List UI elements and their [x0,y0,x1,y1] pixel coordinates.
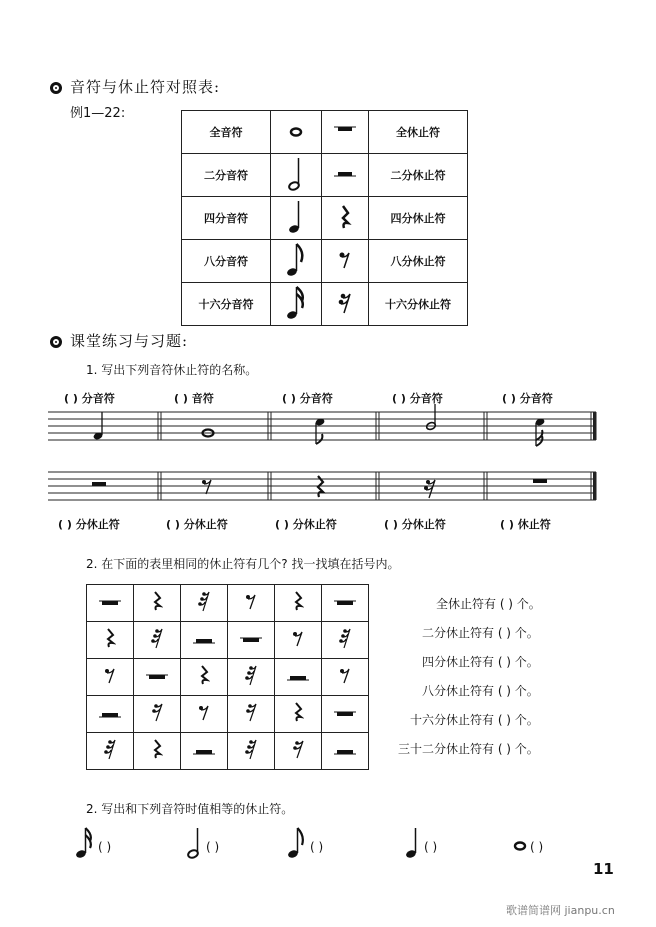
table-row [87,659,369,696]
half-note-icon [271,154,322,197]
quarter-note-icon [404,826,420,860]
answer-line: 八分休止符有 ( ) 个。 [422,684,539,698]
bullet-icon [50,82,62,94]
whole-rest-icon [322,696,369,733]
rest-name: 二分休止符 [369,154,468,197]
table-row [182,283,468,326]
section-title-comparison: 音符与休止符对照表: [70,78,221,96]
rest-grid-table [86,584,369,770]
thirty-second-rest-icon [134,622,181,659]
thirty-second-rest-icon [87,733,134,770]
quarter-rest-icon [181,659,228,696]
answer-label: ( ) 休止符 [500,518,551,531]
answer-line: 全休止符有 ( ) 个。 [436,597,541,611]
section-title-exercises: 课堂练习与习题: [70,332,189,350]
answer-label: ( ) 分音符 [64,392,115,405]
eighth-rest-icon [322,240,369,283]
answer-line: 二分休止符有 ( ) 个。 [422,626,539,640]
sixteenth-rest-icon [228,696,275,733]
half-rest-icon [322,154,369,197]
answer-label: ( ) 分休止符 [58,518,120,531]
sixteenth-rest-icon [134,696,181,733]
watermark: 歌谱简谱网 jianpu.cn [506,904,615,917]
rest-name: 全休止符 [369,111,468,154]
half-rest-icon [87,696,134,733]
sixteenth-note-icon [74,826,94,860]
thirty-second-rest-icon [322,622,369,659]
eighth-note-icon [271,240,322,283]
half-rest-icon [275,659,322,696]
half-rest-icon [322,733,369,770]
thirty-second-rest-icon [181,585,228,622]
table-row [182,111,468,154]
staff-notes [48,404,600,454]
whole-rest-icon [322,585,369,622]
answer-label: ( ) 分音符 [282,392,333,405]
table-row [182,154,468,197]
table-row [182,197,468,240]
note-name: 八分音符 [182,240,271,283]
table-row [87,622,369,659]
note-name: 二分音符 [182,154,271,197]
quarter-note-icon [271,197,322,240]
whole-rest-icon [134,659,181,696]
sixteenth-note-icon [271,283,322,326]
answer-label: ( ) 分休止符 [166,518,228,531]
answer-line: 四分休止符有 ( ) 个。 [422,655,539,669]
eighth-rest-icon [181,696,228,733]
question-2-text: 2. 在下面的表里相同的休止符有几个? 找一找填在括号内。 [86,557,400,571]
staff-rests [48,468,600,508]
sixteenth-rest-icon [275,733,322,770]
half-rest-icon [181,733,228,770]
quarter-rest-icon [275,696,322,733]
answer-paren: ( ) [530,840,544,854]
sixteenth-rest-icon [322,283,369,326]
quarter-rest-icon [322,197,369,240]
answer-line: 十六分休止符有 ( ) 个。 [410,713,539,727]
rest-name: 四分休止符 [369,197,468,240]
table-row [87,696,369,733]
note-name: 全音符 [182,111,271,154]
rest-name: 八分休止符 [369,240,468,283]
half-rest-icon [181,622,228,659]
example-label: 例1—22: [70,106,126,121]
thirty-second-rest-icon [228,659,275,696]
eighth-rest-icon [87,659,134,696]
question-3-text: 2. 写出和下列音符时值相等的休止符。 [86,802,294,816]
answer-label: ( ) 分音符 [502,392,553,405]
comparison-table [181,110,468,326]
table-row [182,240,468,283]
half-note-icon [186,826,202,860]
answer-label: ( ) 分音符 [392,392,443,405]
table-row [87,585,369,622]
bullet-icon [50,336,62,348]
rest-name: 十六分休止符 [369,283,468,326]
whole-rest-icon [87,585,134,622]
page-number: 11 [593,860,614,878]
answer-line: 三十二分休止符有 ( ) 个。 [398,742,539,756]
whole-rest-icon [228,622,275,659]
table-row [87,733,369,770]
answer-label: ( ) 分休止符 [384,518,446,531]
thirty-second-rest-icon [228,733,275,770]
eighth-rest-icon [228,585,275,622]
question-1-text: 1. 写出下列音符休止符的名称。 [86,363,258,377]
whole-note-icon [512,840,528,852]
note-name: 四分音符 [182,197,271,240]
answer-paren: ( ) [98,840,112,854]
answer-label: ( ) 分休止符 [275,518,337,531]
quarter-rest-icon [275,585,322,622]
quarter-rest-icon [134,733,181,770]
eighth-rest-icon [275,622,322,659]
quarter-rest-icon [134,585,181,622]
answer-label: ( ) 音符 [174,392,214,405]
quarter-rest-icon [87,622,134,659]
note-name: 十六分音符 [182,283,271,326]
whole-rest-icon [322,111,369,154]
whole-note-icon [271,111,322,154]
eighth-note-icon [286,826,306,860]
answer-paren: ( ) [206,840,220,854]
eighth-rest-icon [322,659,369,696]
answer-paren: ( ) [310,840,324,854]
answer-paren: ( ) [424,840,438,854]
